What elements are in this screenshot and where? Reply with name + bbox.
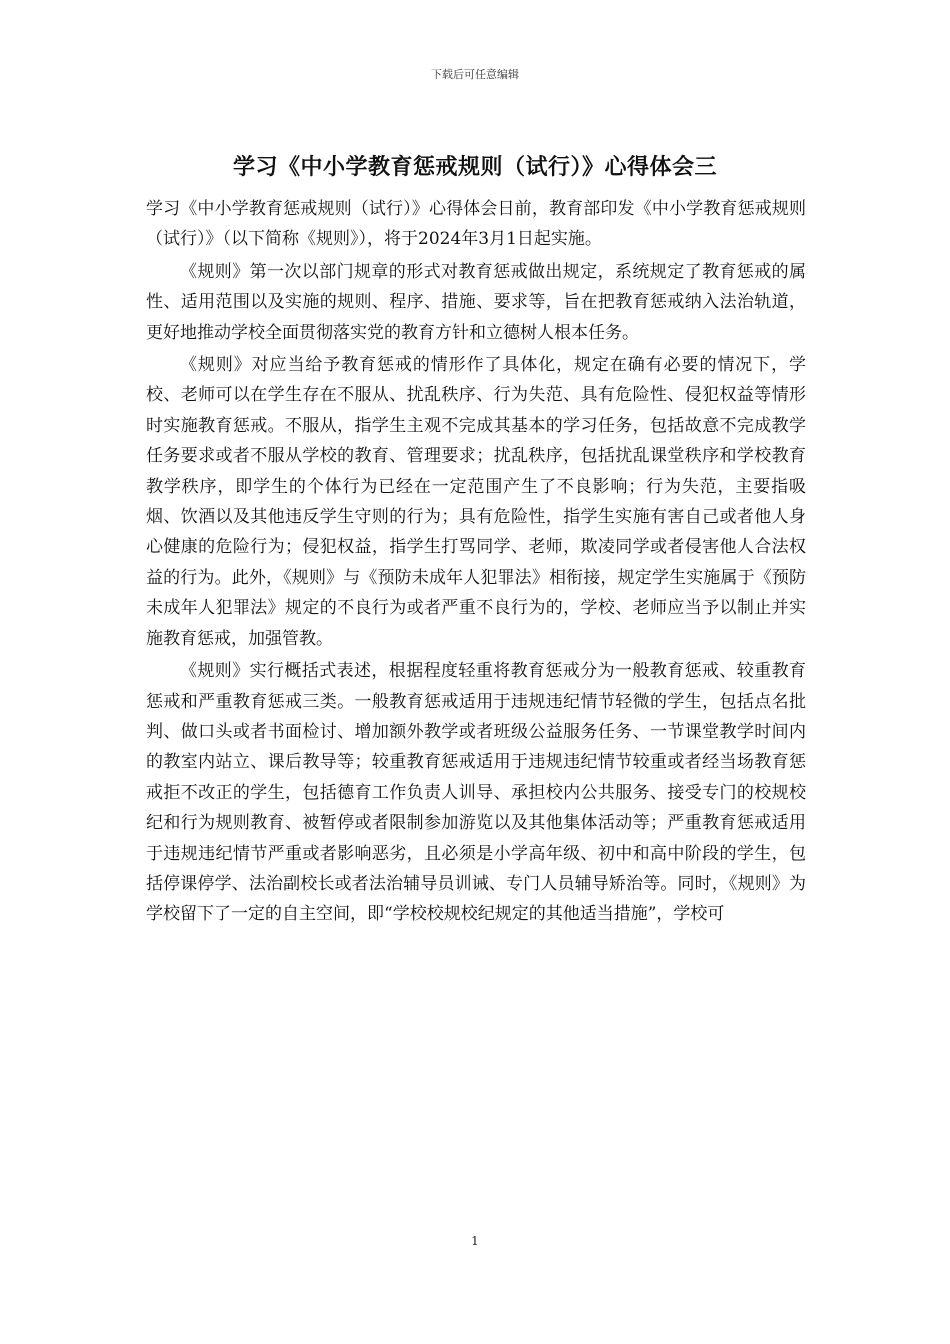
document-title: 学习《中小学教育惩戒规则（试行）》心得体会三: [232, 155, 717, 180]
body-paragraph-intro: 学习《中小学教育惩戒规则（试行）》心得体会日前，教育部印发《中小学教育惩戒规则（试行）》（以下简称《规则》），将于2024年3月1日起实施。: [146, 199, 806, 250]
header-note: 下载后可任意编辑: [431, 68, 519, 81]
page-number: 1: [471, 1234, 479, 1248]
body-paragraph: 《规则》实行概括式表述，根据程度轻重将教育惩戒分为一般教育惩戒、较重教育惩戒和严重教育惩戒三类。一般教育惩戒适用于违规违纪情节轻微的学生，包括点名批判、做口头或者书面检讨、增加额外教学或者班级公益服务任务、一节课堂教学时间内的教室内站立、课后教导等；较重教育惩戒适用于违规违纪情节较重或者经当场教育惩戒拒不改正的学生，包括德育工作负责人训导、承担校内公共服务、接受专门的校规校纪和行为规则教育、被暂停或者限制参加游览以及其他集体活动等；严重教育惩戒适用于违规违纪情节严重或者影响恶劣，且必须是小学高年级、初中和高中阶段的学生，包括停课停学、法治副校长或者法治辅导员训诫、专门人员辅导矫治等。同时，《规则》为学校留下了一定的自主空间，即“学校校规校纪规定的其他适当措施”，学校可: [146, 661, 806, 925]
body-paragraph: 《规则》第一次以部门规章的形式对教育惩戒做出规定，系统规定了教育惩戒的属性、适用范围以及实施的规则、程序、措施、要求等，旨在把教育惩戒纳入法治轨道，更好地推动学校全面贯彻落实党的教育方针和立德树人根本任务。: [146, 261, 806, 343]
body-paragraph: 《规则》对应当给予教育惩戒的情形作了具体化，规定在确有必要的情况下，学校、老师可以在学生存在不服从、扰乱秩序、行为失范、具有危险性、侵犯权益等情形时实施教育惩戒。不服从，指学生主观不完成其基本的学习任务，包括故意不完成教学任务要求或者不服从学校的教育、管理要求；扰乱秩序，包括扰乱课堂秩序和学校教育教学秩序，即学生的个体行为已经在一定范围产生了不良影响；行为失范，主要指吸烟、饮酒以及其他违反学生守则的行为；具有危险性，指学生实施有害自己或者他人身心健康的危险行为；侵犯权益，指学生打骂同学、老师，欺凌同学或者侵害他人合法权益的行为。此外，《规则》与《预防未成年人犯罪法》相衔接，规定学生实施属于《预防未成年人犯罪法》规定的不良行为或者严重不良行为的，学校、老师应当予以制止并实施教育惩戒，加强管教。: [146, 355, 806, 649]
document-body: [146, 194, 806, 932]
